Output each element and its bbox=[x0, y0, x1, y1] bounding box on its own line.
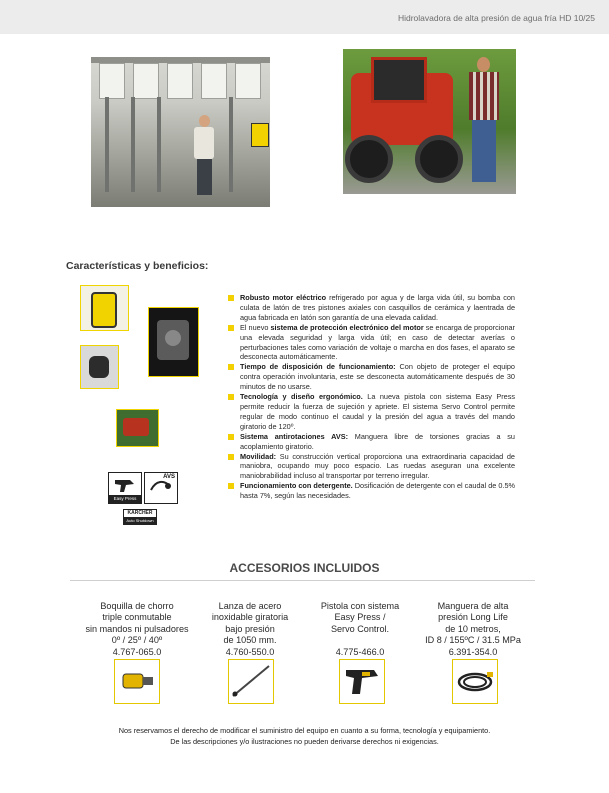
accessory-hose: Manguera de alta presión Long Life de 10 metros, ID 8 / 155ºC / 31.5 MPa 6.391-354.0 bbox=[425, 601, 521, 657]
lance-icon bbox=[229, 660, 273, 703]
motor-thumbnail bbox=[148, 307, 199, 377]
feature-item: Movilidad: Su construcción vertical proporciona una extraordinaria capacidad de maniobra, ocupando muy poco espacio. Las ruedas aseguran una excelente maniobrabilidad incluso al transportar por terreno irregular. bbox=[228, 452, 515, 482]
window bbox=[167, 63, 193, 99]
bullet-icon bbox=[228, 394, 234, 400]
feature-item: Robusto motor eléctrico refrigerado por agua y de larga vida útil, su bomba con culata de latón de tres pistones axiales con casquillos de cerámica y laentrada de agua fabricada en latón son garantía de una elevada calidad. bbox=[228, 293, 515, 323]
spray-gun-icon bbox=[340, 660, 384, 703]
easy-press-label: Easy Press bbox=[109, 495, 141, 503]
milking-line bbox=[229, 97, 233, 192]
milking-line bbox=[157, 97, 161, 192]
nozzle-icon bbox=[115, 660, 159, 703]
operator-figure bbox=[466, 57, 502, 185]
mobility-thumbnail bbox=[116, 409, 159, 447]
tractor-cleaning-photo bbox=[343, 49, 516, 194]
easy-press-badge bbox=[108, 472, 142, 504]
accessory-gun: Pistola con sistema Easy Press / Servo Control. 4.775-466.0 bbox=[320, 601, 400, 657]
milking-line bbox=[131, 97, 135, 192]
header-title: Hidrolavadora de alta presión de agua fría HD 10/25 bbox=[397, 13, 595, 23]
window bbox=[99, 63, 125, 99]
worker-figure bbox=[191, 115, 217, 195]
auto-shutdown-label: Auto Shutdown bbox=[124, 517, 156, 524]
disclaimer bbox=[0, 726, 609, 747]
accessories-heading: ACCESORIOS INCLUIDOS bbox=[229, 561, 380, 575]
feature-item: El nuevo sistema de protección electrónico del motor se encarga de proporcionar una elevada seguridad y larga vida útil; en caso de detectar averías o perturbaciones tales como variación de voltaje o marcha en dos fases, el aparato se desconecta automáticamente. bbox=[228, 323, 515, 363]
control-knob-thumbnail bbox=[80, 345, 119, 389]
dairy-cleaning-photo bbox=[91, 57, 270, 207]
window bbox=[235, 63, 261, 99]
feature-item: Funcionamiento con detergente. Dosificación de detergente con el caudal de 0.5% hasta 7%, según las necesidades. bbox=[228, 481, 515, 501]
trigger-gun-icon bbox=[112, 476, 138, 494]
avs-badge bbox=[144, 472, 178, 504]
disclaimer-line: De las descripciones y/o ilustraciones no pueden derivarse derechos ni exigencias. bbox=[170, 736, 439, 746]
karcher-logo-text: KÄRCHER bbox=[127, 510, 153, 516]
lance-image bbox=[228, 659, 274, 704]
bullet-icon bbox=[228, 434, 234, 440]
bullet-icon bbox=[228, 325, 234, 331]
disclaimer-line: Nos reservamos el derecho de modificar el suministro del equipo en cuanto a su forma, tecnología y equipamiento. bbox=[118, 726, 491, 735]
bullet-icon bbox=[228, 483, 234, 489]
auto-shutdown-badge bbox=[123, 509, 157, 525]
page-header bbox=[0, 0, 609, 34]
accessory-lance: Lanza de acero inoxidable giratoria bajo presión de 1050 mm. 4.760-550.0 bbox=[211, 601, 289, 657]
nozzle-image bbox=[114, 659, 160, 704]
tractor-wheel bbox=[345, 135, 393, 183]
feature-item: Sistema antirotaciones AVS: Manguera libre de torsiones gracias a su acoplamiento giratorio. bbox=[228, 432, 515, 452]
hose-coil-icon bbox=[453, 660, 497, 703]
hose-image bbox=[452, 659, 498, 704]
accessories-divider bbox=[70, 580, 535, 581]
milking-line bbox=[105, 97, 109, 192]
features-heading: Características y beneficios: bbox=[66, 260, 209, 272]
accessory-nozzle: Boquilla de chorro triple conmutable sin mandos ni pulsadores 0º / 25º / 40º 4.767-065.0 bbox=[85, 601, 189, 657]
pressure-washer-unit bbox=[251, 123, 269, 147]
bullet-icon bbox=[228, 454, 234, 460]
window bbox=[133, 63, 159, 99]
feature-item: Tiempo de disposición de funcionamiento: Con objeto de proteger el equipo contra operación involuntaria, este se desconecta automáticamente después de 30 minutos de no usarse. bbox=[228, 362, 515, 392]
feature-item: Tecnología y diseño ergonómico. La nueva pistola con sistema Easy Press permite reducir la fuerza de sujeción y apriete. El sistema Servo Control permite regular de modo continuo el caudal y la presión del agua a través del mando giratorio de 120º. bbox=[228, 392, 515, 432]
features-list bbox=[228, 293, 515, 501]
tractor-cab bbox=[371, 57, 427, 103]
window bbox=[201, 63, 227, 99]
tractor-wheel bbox=[415, 135, 463, 183]
avs-label: AVS bbox=[163, 474, 175, 480]
gun-image bbox=[339, 659, 385, 704]
bullet-icon bbox=[228, 364, 234, 370]
machine-thumbnail bbox=[80, 285, 129, 331]
bullet-icon bbox=[228, 295, 234, 301]
